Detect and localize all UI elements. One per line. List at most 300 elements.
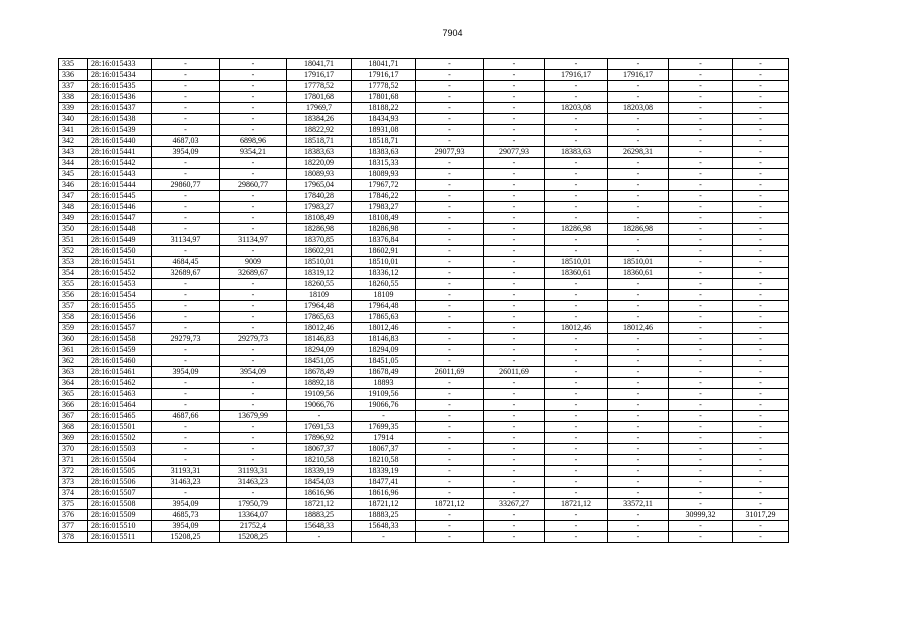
table-cell: - [220, 312, 287, 323]
table-cell: - [733, 158, 789, 169]
table-cell: 17840,28 [287, 191, 352, 202]
table-row [59, 147, 789, 158]
table-cell: 363 [59, 367, 88, 378]
table-row [59, 59, 789, 70]
table-cell: - [545, 422, 608, 433]
table-cell: 18721,12 [352, 499, 416, 510]
table-cell: - [545, 411, 608, 422]
table-cell: - [220, 103, 287, 114]
table-cell: 18188,22 [352, 103, 416, 114]
table-cell: - [608, 191, 669, 202]
table-cell: 376 [59, 510, 88, 521]
table-cell: 28:16:015448 [88, 224, 152, 235]
table-cell: - [484, 345, 545, 356]
table-cell: - [545, 158, 608, 169]
table-row [59, 477, 789, 488]
table-cell: 28:16:015506 [88, 477, 152, 488]
table-cell: 17965,04 [287, 180, 352, 191]
table-cell: - [545, 510, 608, 521]
table-cell: 28:16:015454 [88, 290, 152, 301]
table-cell: - [220, 488, 287, 499]
table-cell: - [484, 257, 545, 268]
table-cell: 18294,09 [352, 345, 416, 356]
table-row [59, 488, 789, 499]
table-cell: - [733, 290, 789, 301]
table-cell: 367 [59, 411, 88, 422]
table-cell: - [484, 213, 545, 224]
table-cell: 31193,31 [152, 466, 220, 477]
table-cell: 28:16:015501 [88, 422, 152, 433]
table-cell: 366 [59, 400, 88, 411]
table-cell: 18286,98 [352, 224, 416, 235]
table-cell: 17914 [352, 433, 416, 444]
table-cell: 354 [59, 268, 88, 279]
table-cell: 353 [59, 257, 88, 268]
table-cell: 28:16:015503 [88, 444, 152, 455]
table-cell: - [669, 191, 733, 202]
table-cell: - [733, 444, 789, 455]
table-row [59, 367, 789, 378]
table-cell: - [416, 290, 484, 301]
table-cell: 18220,09 [287, 158, 352, 169]
table-cell: - [669, 301, 733, 312]
table-cell: - [484, 466, 545, 477]
table-cell: 29077,93 [416, 147, 484, 158]
table-cell: - [416, 125, 484, 136]
table-cell: - [152, 279, 220, 290]
table-cell: - [608, 235, 669, 246]
table-cell: - [608, 532, 669, 543]
table-cell: 18260,55 [352, 279, 416, 290]
table-cell: - [669, 345, 733, 356]
table-cell: - [484, 103, 545, 114]
table-cell: - [152, 433, 220, 444]
table-cell: 18602,91 [287, 246, 352, 257]
table-cell: - [669, 477, 733, 488]
table-row [59, 81, 789, 92]
table-cell: 18678,49 [352, 367, 416, 378]
table-cell: - [152, 59, 220, 70]
table-cell: 18203,08 [608, 103, 669, 114]
table-cell: - [669, 70, 733, 81]
table-cell: 17964,48 [287, 301, 352, 312]
table-cell: - [152, 444, 220, 455]
table-cell: - [416, 180, 484, 191]
table-cell: - [608, 180, 669, 191]
table-cell: - [545, 444, 608, 455]
table-row [59, 158, 789, 169]
table-row [59, 136, 789, 147]
table-cell: 19109,56 [352, 389, 416, 400]
table-cell: - [484, 235, 545, 246]
table-cell: - [608, 290, 669, 301]
table-cell: - [608, 158, 669, 169]
table-cell: 337 [59, 81, 88, 92]
table-cell: - [287, 532, 352, 543]
table-cell: - [416, 103, 484, 114]
table-cell: 17778,52 [287, 81, 352, 92]
table-cell: 18012,46 [287, 323, 352, 334]
table-row [59, 268, 789, 279]
table-row [59, 532, 789, 543]
table-cell: - [545, 92, 608, 103]
table-row [59, 246, 789, 257]
table-cell: - [608, 114, 669, 125]
table-cell: 340 [59, 114, 88, 125]
table-cell: - [733, 499, 789, 510]
table-cell: 18109 [352, 290, 416, 301]
table-cell: - [220, 202, 287, 213]
table-cell: 32689,67 [152, 268, 220, 279]
table-cell: - [608, 367, 669, 378]
table-cell: - [669, 279, 733, 290]
table-cell: - [733, 521, 789, 532]
table-cell: 28:16:015435 [88, 81, 152, 92]
table-cell: - [669, 466, 733, 477]
table-cell: - [545, 334, 608, 345]
table-cell: - [484, 59, 545, 70]
table-cell: - [545, 532, 608, 543]
table-cell: - [220, 422, 287, 433]
table-cell: - [733, 235, 789, 246]
table-cell: - [669, 246, 733, 257]
table-cell: 349 [59, 213, 88, 224]
table-cell: - [608, 378, 669, 389]
table-cell: 345 [59, 169, 88, 180]
table-cell: - [484, 433, 545, 444]
table-cell: 9354,21 [220, 147, 287, 158]
table-cell: 9009 [220, 257, 287, 268]
table-cell: - [733, 389, 789, 400]
table-cell: - [608, 444, 669, 455]
table-cell: - [733, 334, 789, 345]
table-cell: 17801,68 [352, 92, 416, 103]
table-cell: - [416, 81, 484, 92]
table-cell: - [152, 125, 220, 136]
table-cell: 17916,17 [545, 70, 608, 81]
table-cell: 21752,4 [220, 521, 287, 532]
table-cell: - [416, 246, 484, 257]
table-cell: 28:16:015462 [88, 378, 152, 389]
table-cell: - [220, 125, 287, 136]
table-cell: - [669, 202, 733, 213]
table-cell: - [416, 301, 484, 312]
table-cell: - [608, 455, 669, 466]
table-cell: 18067,37 [287, 444, 352, 455]
table-cell: - [608, 81, 669, 92]
table-cell: 17916,17 [352, 70, 416, 81]
table-cell: - [545, 356, 608, 367]
table-cell: - [220, 356, 287, 367]
table-cell: 28:16:015451 [88, 257, 152, 268]
table-cell: - [545, 235, 608, 246]
table-cell: 18602,91 [352, 246, 416, 257]
table-cell: - [416, 268, 484, 279]
table-cell: 18360,61 [608, 268, 669, 279]
table-cell: - [352, 532, 416, 543]
table-cell: 17801,68 [287, 92, 352, 103]
table-cell: - [416, 213, 484, 224]
table-cell: - [152, 323, 220, 334]
table-cell: - [608, 433, 669, 444]
table-cell: - [733, 279, 789, 290]
table-cell: 18892,18 [287, 378, 352, 389]
table-cell: 18518,71 [287, 136, 352, 147]
table-cell: 28:16:015446 [88, 202, 152, 213]
table-cell: 18286,98 [287, 224, 352, 235]
table-cell: - [608, 92, 669, 103]
table-cell: - [545, 367, 608, 378]
table-cell: - [545, 455, 608, 466]
table-cell: - [484, 389, 545, 400]
table-cell: 18518,71 [352, 136, 416, 147]
table-cell: 6898,96 [220, 136, 287, 147]
table-cell: 19109,56 [287, 389, 352, 400]
table-cell: 28:16:015457 [88, 323, 152, 334]
table-cell: - [416, 202, 484, 213]
table-cell: 29860,77 [220, 180, 287, 191]
table-cell: - [152, 488, 220, 499]
table-cell: - [669, 433, 733, 444]
table-cell: - [733, 224, 789, 235]
table-row [59, 400, 789, 411]
table-row [59, 169, 789, 180]
table-cell: 28:16:015449 [88, 235, 152, 246]
table-cell: 28:16:015440 [88, 136, 152, 147]
table-cell: - [545, 169, 608, 180]
page-number: 7904 [442, 28, 463, 38]
table-cell: 28:16:015455 [88, 301, 152, 312]
table-cell: 28:16:015452 [88, 268, 152, 279]
table-cell: - [484, 334, 545, 345]
table-cell: - [545, 279, 608, 290]
table-row [59, 213, 789, 224]
table-body [59, 59, 789, 543]
table-cell: 365 [59, 389, 88, 400]
table-cell: - [733, 180, 789, 191]
table-cell: - [545, 246, 608, 257]
table-cell: - [484, 510, 545, 521]
table-cell: - [669, 378, 733, 389]
table-cell: - [669, 59, 733, 70]
table-cell: - [733, 147, 789, 158]
table-cell: - [608, 510, 669, 521]
table-cell: 375 [59, 499, 88, 510]
table-cell: - [416, 235, 484, 246]
table-cell: 18146,83 [287, 334, 352, 345]
table-cell: 28:16:015511 [88, 532, 152, 543]
table-cell: - [545, 180, 608, 191]
table-cell: - [669, 180, 733, 191]
table-cell: - [416, 257, 484, 268]
table-cell: 17865,63 [287, 312, 352, 323]
table-row [59, 301, 789, 312]
table-cell: - [608, 389, 669, 400]
table-cell: - [669, 499, 733, 510]
table-cell: - [416, 455, 484, 466]
table-row [59, 521, 789, 532]
table-cell: - [416, 378, 484, 389]
table-cell: - [220, 246, 287, 257]
table-cell: 28:16:015510 [88, 521, 152, 532]
table-cell: - [152, 202, 220, 213]
table-row [59, 312, 789, 323]
table-cell: - [416, 521, 484, 532]
table-cell: - [220, 169, 287, 180]
table-cell: 17865,63 [352, 312, 416, 323]
table-cell: - [416, 389, 484, 400]
table-row [59, 334, 789, 345]
table-cell: 4687,03 [152, 136, 220, 147]
table-cell: - [220, 433, 287, 444]
table-cell: - [484, 92, 545, 103]
table-cell: 347 [59, 191, 88, 202]
table-cell: - [416, 477, 484, 488]
table-cell: 30999,32 [669, 510, 733, 521]
table-row [59, 290, 789, 301]
table-cell: 18109 [287, 290, 352, 301]
table-cell: 341 [59, 125, 88, 136]
table-cell: - [220, 455, 287, 466]
table-cell: - [484, 290, 545, 301]
table-cell: 19066,76 [352, 400, 416, 411]
table-cell: 19066,76 [287, 400, 352, 411]
table-cell: 343 [59, 147, 88, 158]
table-cell: - [545, 81, 608, 92]
table-cell: - [220, 389, 287, 400]
table-row [59, 70, 789, 81]
table-row [59, 103, 789, 114]
table-cell: 18067,37 [352, 444, 416, 455]
table-cell: - [733, 345, 789, 356]
table-cell: - [416, 400, 484, 411]
table-cell: - [220, 345, 287, 356]
table-cell: 336 [59, 70, 88, 81]
table-cell: 18146,83 [352, 334, 416, 345]
table-cell: - [733, 312, 789, 323]
table-cell: 17969,7 [287, 103, 352, 114]
table-cell: 358 [59, 312, 88, 323]
table-cell: - [608, 246, 669, 257]
table-row [59, 279, 789, 290]
table-cell: - [669, 488, 733, 499]
table-cell: - [484, 400, 545, 411]
table-cell: 368 [59, 422, 88, 433]
table-cell: 18286,98 [608, 224, 669, 235]
table-row [59, 114, 789, 125]
table-cell: 18721,12 [416, 499, 484, 510]
table-cell: - [733, 136, 789, 147]
table-cell: - [484, 378, 545, 389]
table-cell: 18203,08 [545, 103, 608, 114]
table-row [59, 499, 789, 510]
table-cell: - [484, 125, 545, 136]
table-cell: 29077,93 [484, 147, 545, 158]
table-cell: - [484, 301, 545, 312]
table-cell: 18931,08 [352, 125, 416, 136]
table-cell: 13679,99 [220, 411, 287, 422]
table-cell: 28:16:015436 [88, 92, 152, 103]
table-cell: - [608, 169, 669, 180]
table-cell: - [733, 169, 789, 180]
table-cell: - [545, 389, 608, 400]
table-cell: - [484, 180, 545, 191]
table-cell: - [608, 422, 669, 433]
table-cell: 18339,19 [352, 466, 416, 477]
table-cell: - [608, 125, 669, 136]
table-cell: - [669, 389, 733, 400]
table-cell: 373 [59, 477, 88, 488]
table-cell: 18616,96 [352, 488, 416, 499]
table-cell: 18360,61 [545, 268, 608, 279]
table-cell: - [733, 477, 789, 488]
table-cell: - [152, 246, 220, 257]
table-cell: - [669, 521, 733, 532]
table-cell: - [669, 257, 733, 268]
table-cell: - [733, 114, 789, 125]
table-cell: - [220, 279, 287, 290]
table-cell: - [484, 279, 545, 290]
table-cell: - [669, 268, 733, 279]
table-cell: - [152, 158, 220, 169]
table-cell: 18678,49 [287, 367, 352, 378]
table-cell: - [416, 323, 484, 334]
table-row [59, 224, 789, 235]
table-cell: 17964,48 [352, 301, 416, 312]
table-cell: - [152, 455, 220, 466]
table-cell: 335 [59, 59, 88, 70]
table-cell: - [416, 191, 484, 202]
table-cell: 33267,27 [484, 499, 545, 510]
table-cell: 31134,97 [152, 235, 220, 246]
table-cell: - [220, 114, 287, 125]
table-cell: 351 [59, 235, 88, 246]
table-cell: 28:16:015450 [88, 246, 152, 257]
table-cell: - [416, 444, 484, 455]
table-cell: - [733, 323, 789, 334]
table-cell: - [416, 279, 484, 290]
table-cell: 18108,49 [352, 213, 416, 224]
table-cell: 28:16:015509 [88, 510, 152, 521]
table-cell: - [416, 92, 484, 103]
table-cell: 18041,71 [287, 59, 352, 70]
table-cell: - [484, 521, 545, 532]
table-cell: 18294,09 [287, 345, 352, 356]
table-cell: - [416, 59, 484, 70]
table-cell: 28:16:015441 [88, 147, 152, 158]
table-cell: - [484, 136, 545, 147]
table-cell: - [220, 59, 287, 70]
table-cell: - [733, 356, 789, 367]
table-cell: - [545, 345, 608, 356]
table-cell: - [220, 400, 287, 411]
table-cell: - [220, 81, 287, 92]
table-cell: 338 [59, 92, 88, 103]
table-cell: - [220, 301, 287, 312]
table-cell: - [152, 70, 220, 81]
table-cell: - [416, 312, 484, 323]
table-cell: 18260,55 [287, 279, 352, 290]
table-cell: - [733, 246, 789, 257]
table-cell: 28:16:015507 [88, 488, 152, 499]
table-cell: 13364,07 [220, 510, 287, 521]
table-cell: 28:16:015502 [88, 433, 152, 444]
table-cell: - [152, 103, 220, 114]
table-cell: 31017,29 [733, 510, 789, 521]
table-cell: 15208,25 [220, 532, 287, 543]
table-cell: - [220, 70, 287, 81]
table-cell: - [669, 169, 733, 180]
